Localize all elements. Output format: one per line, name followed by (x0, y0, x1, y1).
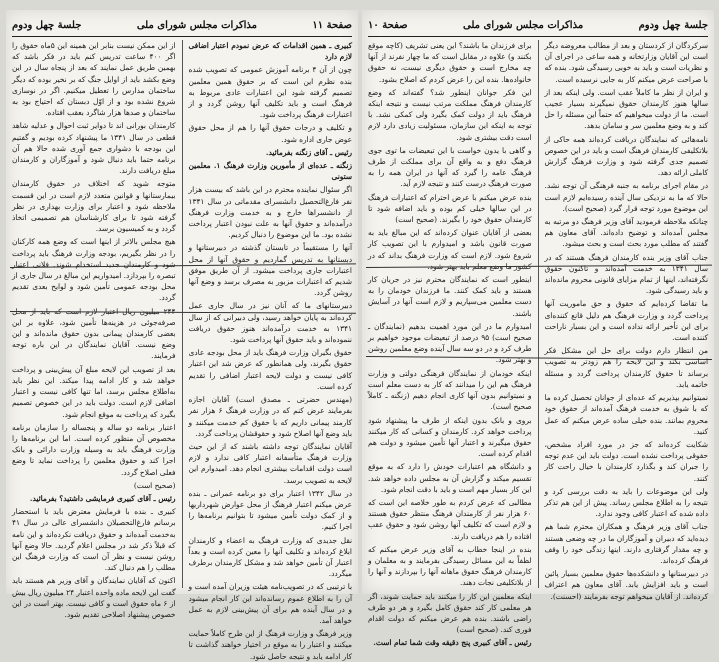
paragraph: نامه‌هائی که نمایندگان دریافت کرده‌اند همه حاکی از بلاتکلیفی کارمندان فرهنگ است و باید در این خصوص تصمیم جدی گرفته شود و وزارت فرهنگ گزارش کاملی ارائه دهد. (544, 134, 708, 178)
speaker-line: زنگنه ـ عده‌ای از مأمورین وزارت فرهنگ ۱. معلمین ستونی (188, 161, 352, 182)
page-number: صفحة ۱۰ (368, 19, 408, 31)
paragraph: این فکر جوانان اینطور شد؟ گفته‌اند که وضع کارمندان فرهنگ مملکت مرتب نیست و نتیجه اینکه فرهنگ باید از دولت کمک بگیرد ولی کمکی نشد. با توجه به اینکه این سازمان، مسئولیت زیادی دارد لازم است دقت بیشتری شود. (368, 87, 532, 142)
journal-title: مذاكرات مجلس شوراى ملى (463, 19, 584, 31)
text-column-right (188, 40, 353, 661)
speaker-line: رئیس ـ آقای زنگنه بفرمائید. (265, 147, 352, 157)
paragraph: و دانشگاه هم اعتبارات خودش را دارد که به موقع تقسیم میکند و گزارش آن به مجلس داده خواهد شد. این کار بسیار مهم است و باید با دقت انجام شود. (368, 462, 532, 494)
paragraph: کبیری ـ بنده با فرمایش معترض باید با استحضار برسانم فارغ‌التحصیلان دانشسرای عالی در سال ۴۱ به‌خدمت آمده‌اند و حقوق دریافت نکرده‌اند و این نامه که قبلاً ذکر شد در مجلس اعلام گردید. حالا وضع آنها روشن نیست و نظر آن است که وزارت فرهنگ این مطلب را هم دنبال کند. (12, 507, 176, 573)
paragraph: اکنون که آقایان نمایندگان و آقای وزیر هم هستند باید گفت این لایحه ماده واحده اعتبار ۲۴ میلیون ریال بیش از ۶ ماه حقوق است و کافی نیست. بهتر است در این خصوص پیشنهاد اصلاحی تقدیم شود. (12, 576, 176, 619)
paragraph: مطالبی که عرض کردم به طور خلاصه این است که ۶۰ هزار نفر از کارمندان فرهنگ منتظر حقوق هستند و لازم است که تکلیف آنها روشن شود و حقوق عقب افتاده را هم دریافت دارند. (368, 497, 532, 541)
paragraph: (صحیح است) (133, 480, 176, 490)
journal-title: مذاكرات مجلس شوراى ملى (136, 19, 257, 31)
paragraph: با ترتیبی که در تصویب‌نامه هیئت وزیران آمده است و آن را به اطلاع عموم رسانده‌اند این کار انجام میشود و در سال آینده هم برای آن پیش‌بینی لازم به عمل خواهد آمد. (188, 582, 352, 625)
text-columns (12, 40, 353, 661)
session-title: جلسة چهل ودوم (638, 19, 708, 31)
paragraph: آقایان نمایندگان توجه داشته باشند که از این حیث وزارت فرهنگ متأسفانه اعتبار کافی ندارد و لازم است دولت اقدامات بیشتری انجام دهد. امیدوارم این لایحه به تصویب برسد. (188, 441, 352, 485)
paragraph: نمیتوانیم بپذیریم که عده‌ای از جوانان تحصیل کرده ما که با شوق به خدمت فرهنگ آمده‌اند از حقوق خود محروم بمانند. بنده خیلی ساده عرض میکنم که عمل کنید. (544, 393, 708, 436)
page-10 (362, 10, 714, 648)
paragraph: اینطور است که نمایندگان محترم نیز در جریان کار هستند و باید کمک کنند. ما فرزندان خودمان را به دست معلمین می‌سپاریم و لازم است آنها در آسایش باشند. (368, 275, 532, 318)
paragraph: جناب آقای وزیر فرهنگ و همکاران محترم شما هم دیده‌اید که دبیران و آموزگاران ما در چه وضعی هستند و چه مقدار گرفتاری دارند. اینها زندگی خود را وقف فرهنگ کرده‌اند. (544, 522, 708, 565)
paragraph: چون از آن ۴ برنامه آموزش عمومی که تصویب شده بنده نظرم این است که بر حقوق همین معلمین تصمیم گرفته شود این اعتبارات عادی مربوط به فرهنگ است و باید تکلیف آنها روشن گردد و از اعتبارات فرهنگ پرداخت شود. (188, 65, 352, 120)
paragraph: اینکه معلمین این کار را میکنند باید حمایت شوند، اگر هر معلمی کار کند حقوق کامل بگیرد و هر دو طرف راضی باشند. بنده هم عرض میکنم که دولت اقدام فوری کند. (صحیح است) (368, 591, 532, 635)
text-column-left (368, 40, 532, 648)
paragraph: امیدوارم ما در این مورد اهمیت بدهیم (نمایندگان ـ صحیح است) ۹۵ درصد از تبعیضات موجود خواهیم بر طرف کرد و در دو سه سال آینده وضع معلمین روشن و بهتر شود. (368, 321, 532, 365)
page-11 (6, 10, 358, 661)
paragraph: بنده در اینجا خطاب به آقای وزیر عرض میکنم که لطفاً به این مسائل رسیدگی بفرمایند و به معلمان و کارمندان فرهنگ حقوق ماهانه آنها را بپردازند و آنها را از بلاتکلیفی نجات دهند. (368, 544, 532, 588)
paragraph: در سال ۱۳۴۲ اعتبار برای دو برنامه عمرانی ـ بنده عرض میکنم اعتبار فرهنگ از محل عوارض شهرداریها و از کمک دولت تأمین میشود تا بتوانیم برنامه‌ها را اجرا کنیم. (188, 488, 353, 532)
paragraph: در مقام اجرای برنامه به جنبه فرهنگی آن توجه نشد. حالا که ما به نزدیکی سال آینده رسیده‌ایم لازم است این موضوع مورد توجه قرار گیرد (صحیح است). (544, 181, 708, 213)
paragraph: حقوق بگیران وزارت فرهنگ باید از محل بودجه عادی حقوق بگیرند، ولی همانطور که عرض شد این اعتبار کافی نیست و دولت لایحه اعتبار اضافی را تقدیم کرده است. (188, 348, 352, 391)
text-columns (368, 40, 709, 648)
speaker-line: کبیری ـ همین اقدامات که عرض نمودم اعتبار اضافی لازم دارد (188, 41, 352, 62)
paragraph: بعضی از آقایان عنوان کرده‌اند که این مبالغ باید به صورت قانون باشد و امیدوارم با این تصویب کار شروع شود. لازم است که وزارت فرهنگ بداند که در کشور ما وضع معلم باید بهتر شود. (368, 228, 532, 271)
paragraph: من انتظار دارم دولت برای حل این مشکل فکر اساسی بکند و این لایحه را هم زودتر به تصویب برساند تا حقوق کارمندان پرداخت گردد و مسئله خاتمه یابد. (544, 346, 708, 389)
paragraph: جناب آقای وزیر بنده کارمندان فرهنگ هستند که در سال ۱۳۴۱ به خدمت آمده‌اند و تاکنون حقوق نگرفته‌اند، اینها از تمام مزایای قانونی محروم مانده‌اند و باید رسیدگی شود. (544, 252, 709, 296)
page-header (12, 14, 352, 37)
paragraph: نقل جدیدی که وزارت فرهنگ به اعضاء و کارمندان ابلاغ کرده‌اند و تکلیف آنها را معین کرده است و بعداً اعتبار آن تأمین خواهد شد و مشکل کارمندان برطرف میگردد. (188, 535, 352, 579)
paragraph: و ایران از نظر ما کاملاً عقب است. ولی اینکه بعد از سالها هنوز کارمندان حقوق نمیگیرند بسیار عجیب است. ما از دولت میخواهیم که حتماً این مسئله را حل کند و به وضع معلمین سر و سامان بدهد. (544, 87, 708, 131)
paragraph: دبیرستانهای ما که آنان نیز در سال جاری عمل کرده‌اند به پایان خواهد رسید، ولی دبیرانی که از سال ۱۳۴۱ به خدمت درآمده‌اند هنوز حقوق دریافت ننموده‌اند و باید حقوق آنها پرداخت شود. (188, 301, 352, 345)
paragraph: در دبیرستانها و دانشکده‌ها حقوق معلمین بسیار پائین است و باید افزایش یابد. آقای معاون هم اعتراف کرده‌اند. از آقایان میخواهم توجه بفرمایند (احسنت). (544, 569, 708, 601)
paragraph: ولی این موضوعات را باید به دقت بررسی کرد و نتیجه را به اطلاع مجلس رساند. پیش از این هم تذکر داده شده که اعتبار کافی وجود ندارد. (544, 486, 708, 519)
paragraph: برای فرزندان ما باشند؟ این یعنی تشریف (کاچه موقع بکنند و) علاوه در مقابل است که ما چهار نفرند از آنها چه مخارج است و حقوق دیگری نیست، نه حقوق خانواده‌ها. بنده این را عرض کردم که اصلاح بشود. (368, 41, 532, 84)
paragraph: اینکه خودمان از نمایندگان فرهنگی دولتی و وزارت فرهنگ هم این را میدانند که کار به دست معلم است و نمیتوانیم بدون آنها کاری انجام دهیم (زنگنه ـ کاملاً صحیح است). (368, 368, 532, 412)
text-column-right (544, 40, 709, 601)
paragraph: بروی و بانک بدون اینکه از طرف ما پیشنهاد شود پرداخت خواهد کرد. کارمندان و کسانی که کار میکنند حقوق میگیرند و اعتبار آنها تأمین میشود و دولت هم اقدام کرده است. (368, 415, 532, 459)
paragraph: چنانکه ملاحظه فرمودید آقای وزیر فرهنگ دو مرتبه به مجلس آمده‌اند و توضیح داده‌اند. آقای معاون هم گفتند که مطلب مورد بحث است و بحث میشود. (544, 217, 708, 249)
paragraph: و گاهی با یدون خواست با این تبعیضات ما توی جوی فرهنگ دفع و به واقع آن برای مملکت از طرف فرهنگ عامه را گیرد که آنها در ایران همه را به صورت فرهنگ درست کنند و نتیجه لازم آید. (368, 145, 532, 189)
paragraph: آنها را مستقیماً در تابستان گذشته در دبیرستانها و دبستانها به تدریس گماردیم و حقوق آنها از محل اعتبارات جاری پرداخت میشود. از آن طریق موفق شدیم که اعتبارات مزبور به مصرف برسد و وضع آنها روشن گردد. (188, 243, 352, 298)
paragraph: اگر سئوال نماینده محترم در این باشد که بیست هزار نفر فارغ‌التحصیل دانشسرای مقدماتی در سال ۱۳۴۱ از دانشسراها خارج و به خدمت وزارت فرهنگ درآمده‌اند و حقوق آنها به علت نبودن اعتبار پرداخت نشده بود. ما این موضوع را دنبال کردیم. (188, 185, 352, 240)
paragraph: شکایت کرده‌اند که جز در مورد افراد مشخص، حقوقی پرداخت نشده است. دولت باید این عدم توجه را جبران کند و بگذارد کارمندان با خیال راحت کار کنند. (544, 439, 708, 483)
text-column-left (12, 40, 176, 619)
paragraph: و تکلیف و درجات حقوق آنها را هم از محل حقوق عوض جاری اداره شود. (188, 123, 352, 144)
paragraph: بنده عرض میکنم با عرض احترام که اعتبارات فرهنگ در این سالها خیلی کم بوده و باید اضافه شود تا کارمندان حقوق خود را بگیرند. (صحیح است) (368, 192, 532, 225)
paragraph: اعتبار برنامه دو ساله و پنجساله را سازمان برنامه مخصوص آن منظور کرده است. اما این برنامه‌ها را وزارت فرهنگ باید به وسیله وزارت دارائی و بانک اجرا کند و حقوق معلمین را پرداخت نماید تا وضع فعلی اصلاح گردد. (12, 422, 176, 477)
paragraph: متوجه شوید که اختلاف در حقوق کارمندان بیمارستانها و قوانین متعدد لازم است در این قسمت ملاحظه شود و اعتبار برای وزارت بهداری در نظر گرفته شود تا برای کارشناسان هم تصمیمی اتخاذ گردد و به کمیسیون برسد. (12, 179, 176, 234)
paragraph: ما تقاضا کرده‌ایم که حقوق و حق ماموریت آنها پرداخت گردد و وزارت فرهنگ هم دلیل قانع کننده‌ای برای این تأخیر ارائه نداده است و این بسیار ناراحت کننده است. (544, 299, 708, 343)
paragraph: ۲۴۴ میلیون ریال اعتبار لازم است که باید از محل صرفه‌جوئی در هزینه‌ها تأمین شود، علاوه بر این بعضی کارمندان پیمانی بدون حقوق مانده‌اند و این وضع نیست. آقایان نمایندگان در این باره توجه فرمایند. (12, 306, 176, 361)
paragraph: وزیر فرهنگ و وزارت فرهنگ از این طرح کاملاً حمایت میکنند و اعتبار را به موقع در اختیار خواهند گذاشت تا کار ادامه یابد و نتیجه حاصل شود. (188, 629, 352, 661)
session-title: جلسة چهل ودوم (12, 19, 82, 31)
paragraph: سرکردگان از کردستان و بعد از مطالب معروضه دیگر است این آقایان وزارتخانه و همه ساعی در اجرای آن و نظریات است و باید به خوبی رسیدگی شود. بنده که با صراحت عرض میکنم کار به جایی نرسیده است. (544, 41, 708, 84)
speaker-line: رئیس ـ آقای کبیری فرمایشی داشتید؟ بفرمائید. (29, 493, 176, 503)
paragraph: هیچ مجلس بالاتر از اینها است که وضع همه کارکنان را در نظر بگیریم، بودجه وزارت فرهنگ باید پرداخت شود و کارمندان جدید استخدام شوند. فلانی اعتبار تبصره را بپردازد. امیدواریم این مبالغ در سال جاری از محل بودجه عمومی تأمین شود و لوایح بعدی تقدیم گردد. (12, 237, 176, 303)
page-number: صفحة ۱۱ (312, 19, 352, 31)
column-divider (538, 40, 539, 588)
paragraph: بعد از تصویب این لایحه مبلغ آن پیش‌بینی و پرداخت خواهد شد و کار ادامه پیدا میکند. این نظر باید به‌اطلاع مجلس برسد، اما تنها کافی نیست و اعتبار اضافی لازم است. دولت باید در این خصوص تصمیم بگیرد که پرداخت به موقع انجام شود. (12, 364, 176, 419)
column-divider (182, 40, 183, 588)
speaker-line: رئیس ـ آقای کبیری پنج دقیقه وقت شما تمام است. (373, 638, 532, 648)
paragraph: (مهندس حضرتی ـ مصدق است) آقایان اجازه بفرمایند عرض کنم که در وزارت فرهنگ ۶ هزار نفر کارمند پیمانی داریم که با حقوق کم خدمت میکنند و باید وضع آنها اصلاح شود و حقوقشان پرداخت گردد. (188, 395, 352, 438)
paragraph: کارمندان بورانی اند تا دوایر ثبت احوال و عدلیه شاهد قطعی در سال ۱۳۴۱ ما پیشنهاد کرده بودیم و گفتیم این بودجه با دشواری جمع آوری شده حالا هم آن برنامه حتما باید دنبال شود و آموزگاران و کارمندان مبلغ دریافت دارند. (12, 121, 176, 176)
paragraph: از این ممکن نیست بنابر این همینه این ۵ماه حقوق را اگر ۴۰۰ ساعت تدریس کنم باید در فکر باشد که بهمین طریق عمل نمایند که بعد از پنجاه سال در این وضع بکشد باید از اوایل جنگ که بر نخیر بوده که دیگر ساختمان مدارس را تعطیل میکنیم. اگر در نوسازی شروع نشده بود و از اوّل دبستان که احتیاج بود به ساختمان و صدها هزار شاگرد بعقب افتاده. (12, 41, 176, 118)
page-header (368, 14, 708, 37)
